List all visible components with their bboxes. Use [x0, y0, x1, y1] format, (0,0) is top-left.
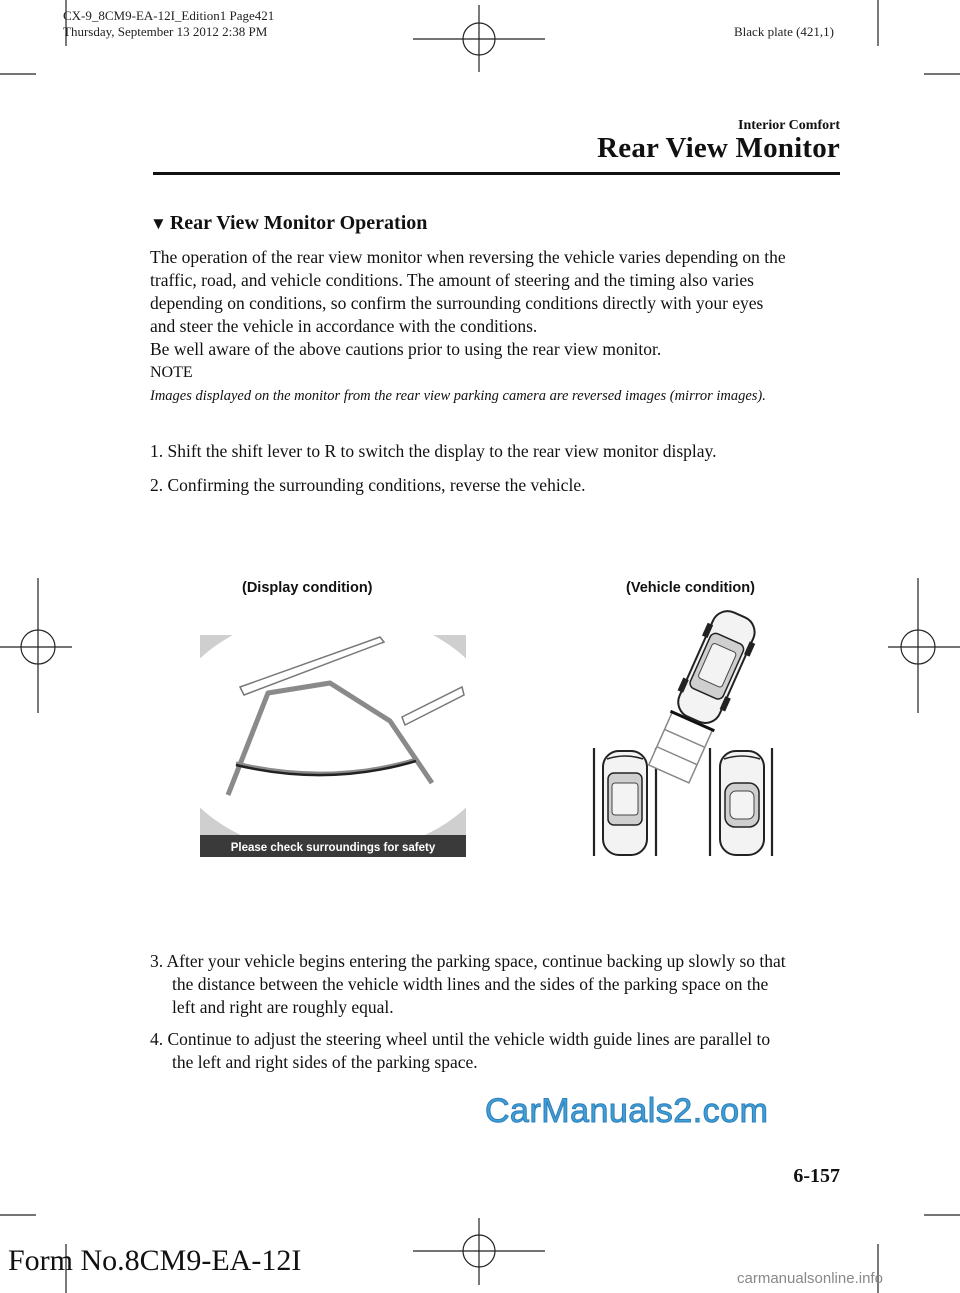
vehicle-condition-label: (Vehicle condition)	[626, 580, 755, 596]
reversing-car	[669, 608, 763, 730]
display-caption-text: Please check surroundings for safety	[230, 842, 436, 854]
page-title: Rear View Monitor	[597, 132, 840, 164]
monitor-vignette	[200, 635, 466, 855]
vehicle-condition-illustration	[586, 608, 786, 858]
step-3-line-2: the distance between the vehicle width lines and the sides of the parking space on the	[172, 974, 769, 994]
page-number: 6-157	[793, 1165, 840, 1187]
title-rule	[153, 172, 840, 175]
intro-line: traffic, road, and vehicle conditions. The amount of steering and the timing also varies	[150, 270, 754, 290]
section-label: Interior Comfort	[738, 118, 840, 133]
parked-car-right	[720, 751, 764, 855]
plate-label: Black plate (421,1)	[734, 24, 834, 39]
subsection-heading-text: Rear View Monitor Operation	[169, 212, 428, 234]
display-condition-label: (Display condition)	[242, 580, 373, 596]
parked-car-left	[603, 751, 647, 855]
site-watermark: carmanualsonline.info	[737, 1270, 883, 1287]
form-number: Form No.8CM9-EA-12I	[8, 1244, 302, 1277]
intro-line: depending on conditions, so confirm the surrounding conditions directly with your eyes	[150, 293, 764, 313]
intro-line: The operation of the rear view monitor when reversing the vehicle varies depending on the	[150, 247, 786, 267]
triangle-marker-icon: ▼	[150, 214, 167, 233]
intro-line: and steer the vehicle in accordance with the conditions.	[150, 316, 538, 336]
note-heading: NOTE	[150, 364, 193, 381]
step-3-line-3: left and right are roughly equal.	[172, 997, 394, 1017]
step-2: 2. Confirming the surrounding conditions, reverse the vehicle.	[150, 475, 586, 495]
subsection-heading	[150, 212, 427, 235]
step-1: 1. Shift the shift lever to R to switch the display to the rear view monitor display.	[150, 441, 717, 461]
print-meta	[63, 8, 274, 40]
print-meta-date: Thursday, September 13 2012 2:38 PM	[63, 24, 268, 39]
display-condition-illustration	[200, 635, 466, 857]
step-4-line-2: the left and right sides of the parking space.	[172, 1052, 478, 1072]
print-meta-file: CX-9_8CM9-EA-12I_Edition1 Page421	[63, 8, 275, 23]
note-text: Images displayed on the monitor from the rear view parking camera are reversed images (mirror images).	[150, 388, 766, 404]
brand-watermark: CarManuals2.com	[485, 1092, 769, 1130]
step-3-line-1: 3. After your vehicle begins entering the parking space, continue backing up slowly so that	[150, 951, 786, 971]
intro-line: Be well aware of the above cautions prior to using the rear view monitor.	[150, 339, 662, 359]
step-4-line-1: 4. Continue to adjust the steering wheel until the vehicle width guide lines are parallel to	[150, 1029, 771, 1049]
intro-paragraph	[150, 246, 850, 361]
